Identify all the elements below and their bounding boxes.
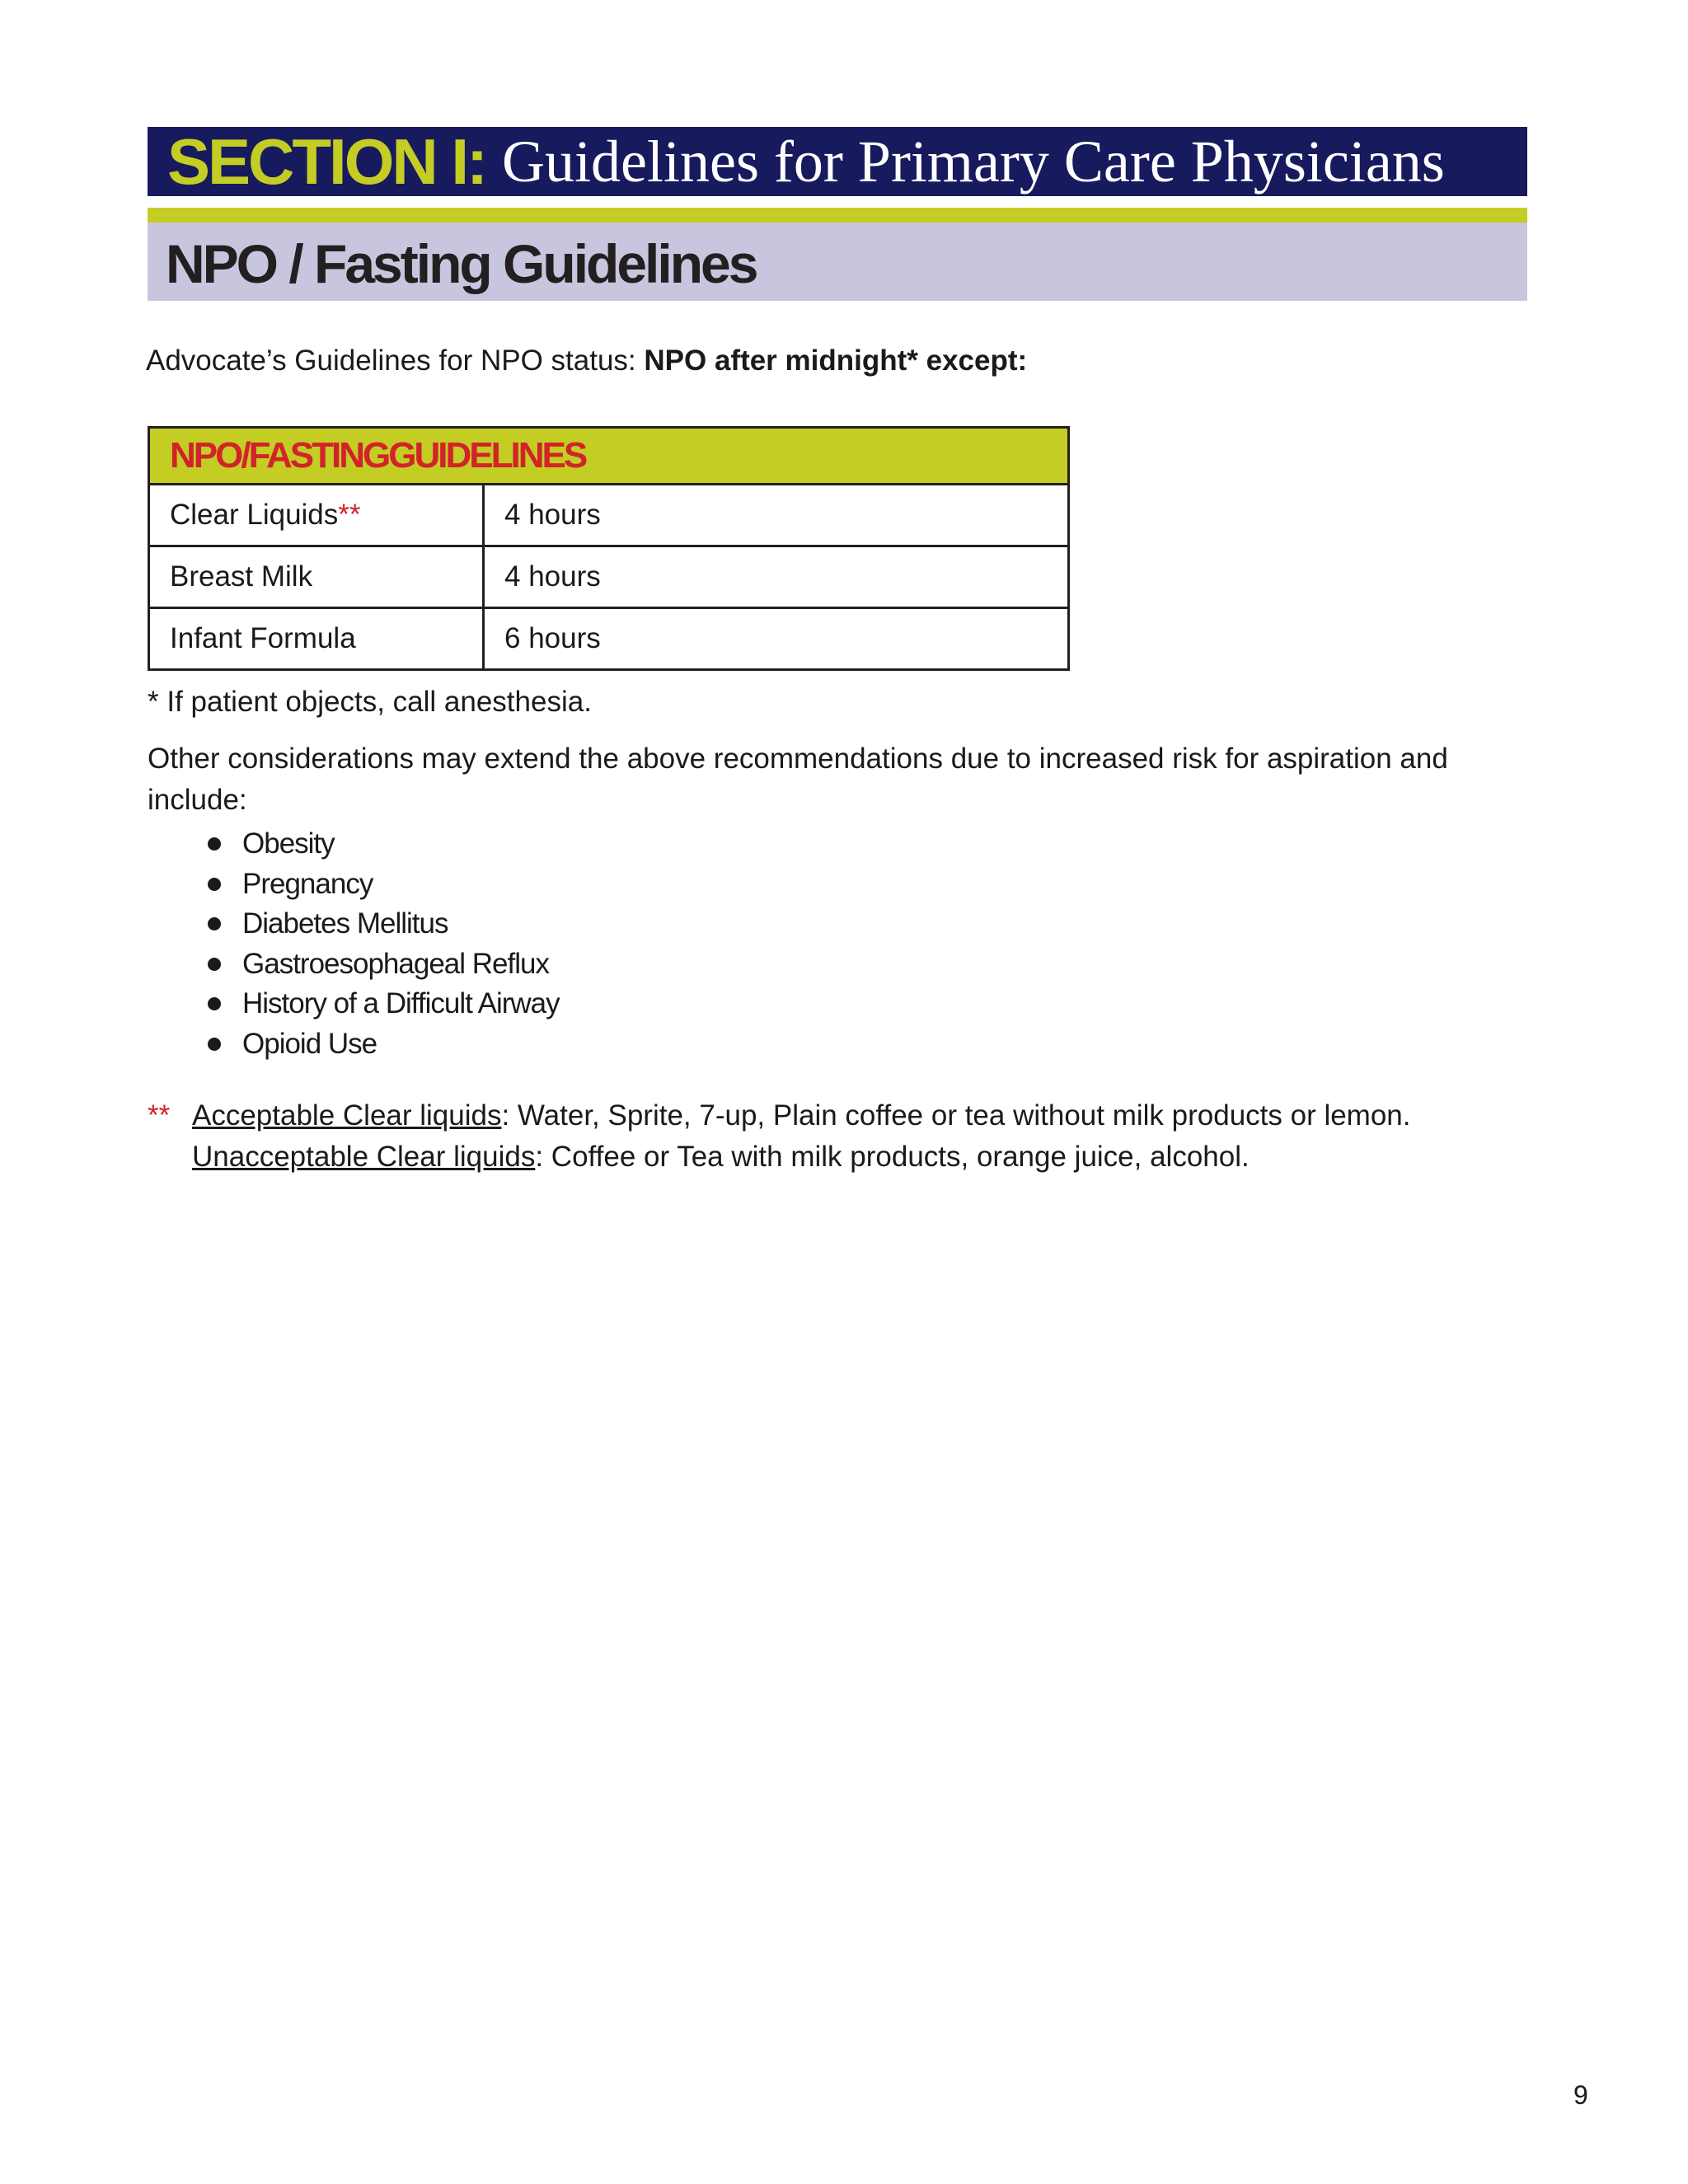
- list-item-label: Obesity: [242, 827, 335, 860]
- item-label: Clear Liquids: [170, 499, 339, 531]
- divider-rule: [148, 208, 1527, 223]
- table-cell-item: [149, 485, 484, 546]
- table-row: [149, 608, 1069, 670]
- bullet-icon: [208, 917, 221, 930]
- page-number: 9: [1573, 2080, 1588, 2110]
- table-cell-duration: 6 hours: [484, 608, 1069, 670]
- table-cell-duration: 4 hours: [484, 546, 1069, 608]
- bullet-icon: [208, 878, 221, 891]
- item-label: Infant Formula: [170, 622, 356, 654]
- unacceptable-label: Unacceptable Clear liquids: [192, 1141, 536, 1173]
- fasting-guidelines-table: [148, 426, 1070, 671]
- table-cell-duration: 4 hours: [484, 485, 1069, 546]
- intro-text: Advocate’s Guidelines for NPO status:: [146, 344, 645, 377]
- table-header: NPO/FASTINGGUIDELINES: [149, 428, 1069, 485]
- unacceptable-text: : Coffee or Tea with milk products, orange juice, alcohol.: [535, 1141, 1250, 1173]
- footnote-marker: **: [148, 1099, 171, 1132]
- footnote-marker: **: [338, 499, 361, 531]
- section-title: Guidelines for Primary Care Physicians: [502, 129, 1445, 194]
- bullet-icon: [208, 837, 221, 851]
- subsection-header-bar: [148, 223, 1527, 301]
- list-item-label: Gastroesophageal Reflux: [242, 947, 549, 980]
- table-row: [149, 546, 1069, 608]
- table-cell-item: [149, 546, 484, 608]
- bullet-icon: [208, 997, 221, 1010]
- acceptable-text: : Water, Sprite, 7-up, Plain coffee or tea without milk products or lemon.: [501, 1099, 1411, 1132]
- page-title: NPO / Fasting Guidelines: [166, 233, 757, 294]
- clear-liquids-note: [148, 1095, 1411, 1178]
- table-header-row: [149, 428, 1069, 485]
- item-label: Breast Milk: [170, 560, 313, 593]
- list-item: [208, 944, 560, 985]
- list-item-label: History of a Difficult Airway: [242, 987, 560, 1019]
- acceptable-label: Acceptable Clear liquids: [192, 1099, 502, 1132]
- unacceptable-liquids-line: [148, 1137, 1411, 1178]
- section-label: SECTION I:: [167, 127, 486, 196]
- intro-paragraph: [146, 341, 1027, 381]
- risk-factor-list: [208, 824, 560, 1064]
- table-cell-item: [149, 608, 484, 670]
- list-item-label: Diabetes Mellitus: [242, 907, 448, 940]
- list-item: [208, 904, 560, 944]
- bullet-icon: [208, 1038, 221, 1051]
- section-header-bar: [148, 127, 1527, 196]
- intro-bold-text: NPO after midnight* except:: [644, 344, 1028, 377]
- list-item: [208, 984, 560, 1024]
- bullet-icon: [208, 958, 221, 971]
- list-item-label: Pregnancy: [242, 867, 373, 900]
- table-row: [149, 485, 1069, 546]
- list-item-label: Opioid Use: [242, 1027, 377, 1060]
- list-item: [208, 1024, 560, 1065]
- considerations-paragraph: Other considerations may extend the above recommendations due to increased risk for aspiration and include:: [148, 743, 1448, 816]
- list-item: [208, 865, 560, 905]
- acceptable-liquids-line: [148, 1095, 1411, 1137]
- footnote: * If patient objects, call anesthesia.: [148, 686, 592, 718]
- list-item: [208, 824, 560, 865]
